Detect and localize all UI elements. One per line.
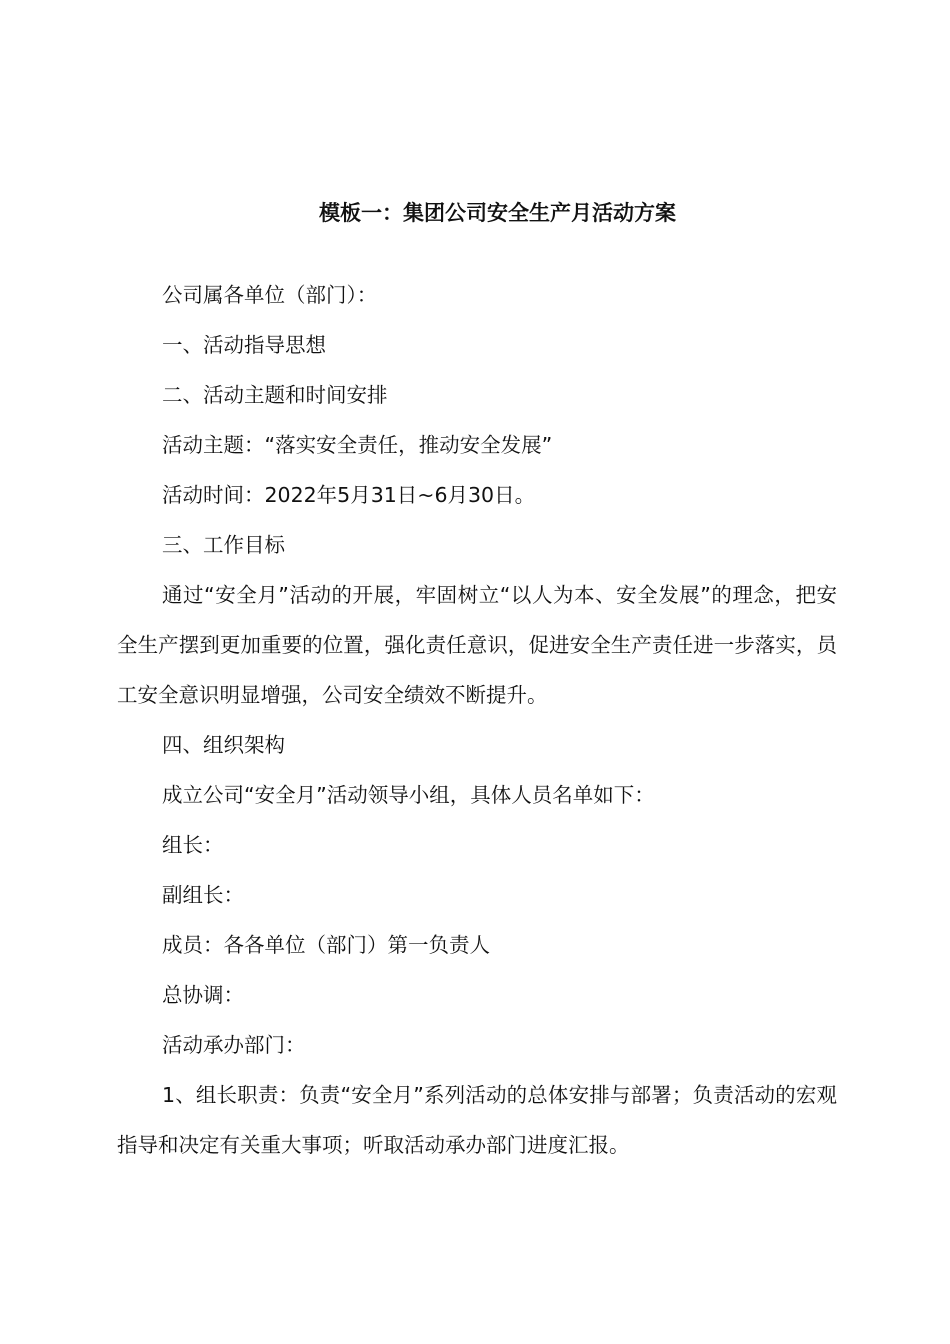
document-title: 模板一：集团公司安全生产月活动方案	[319, 201, 676, 225]
paragraph-goals: 通过“安全月”活动的开展，牢固树立“以人为本、安全发展”的理念，把安全生产摆到更加重要的位置，强化责任意识，促进安全生产责任进一步落实，员工安全意识明显增强，公司安全绩效不断提升。	[117, 583, 837, 707]
paragraph-organizer: 活动承办部门：	[162, 1033, 306, 1057]
paragraph-addressee: 公司属各单位（部门）：	[162, 283, 378, 307]
heading-goals: 三、工作目标	[162, 533, 285, 557]
paragraph-deputy-leader: 副组长：	[162, 883, 244, 907]
paragraph-members: 成员：各各单位（部门）第一负责人	[162, 933, 490, 957]
paragraph-time: 活动时间：2022年5月31日~6月30日。	[162, 483, 536, 507]
paragraph-theme: 活动主题：“落实安全责任，推动安全发展”	[162, 433, 553, 457]
paragraph-leading-group: 成立公司“安全月”活动领导小组，具体人员名单如下：	[162, 783, 655, 807]
paragraph-leader-duties: 1、组长职责：负责“安全月”系列活动的总体安排与部署；负责活动的宏观指导和决定有关重大事项；听取活动承办部门进度汇报。	[117, 1083, 837, 1157]
heading-guiding-ideology: 一、活动指导思想	[162, 333, 326, 357]
heading-theme-schedule: 二、活动主题和时间安排	[162, 383, 388, 407]
heading-organization: 四、组织架构	[162, 733, 285, 757]
paragraph-coordinator: 总协调：	[162, 983, 244, 1007]
paragraph-leader: 组长：	[162, 833, 224, 857]
document-body	[117, 270, 837, 1170]
